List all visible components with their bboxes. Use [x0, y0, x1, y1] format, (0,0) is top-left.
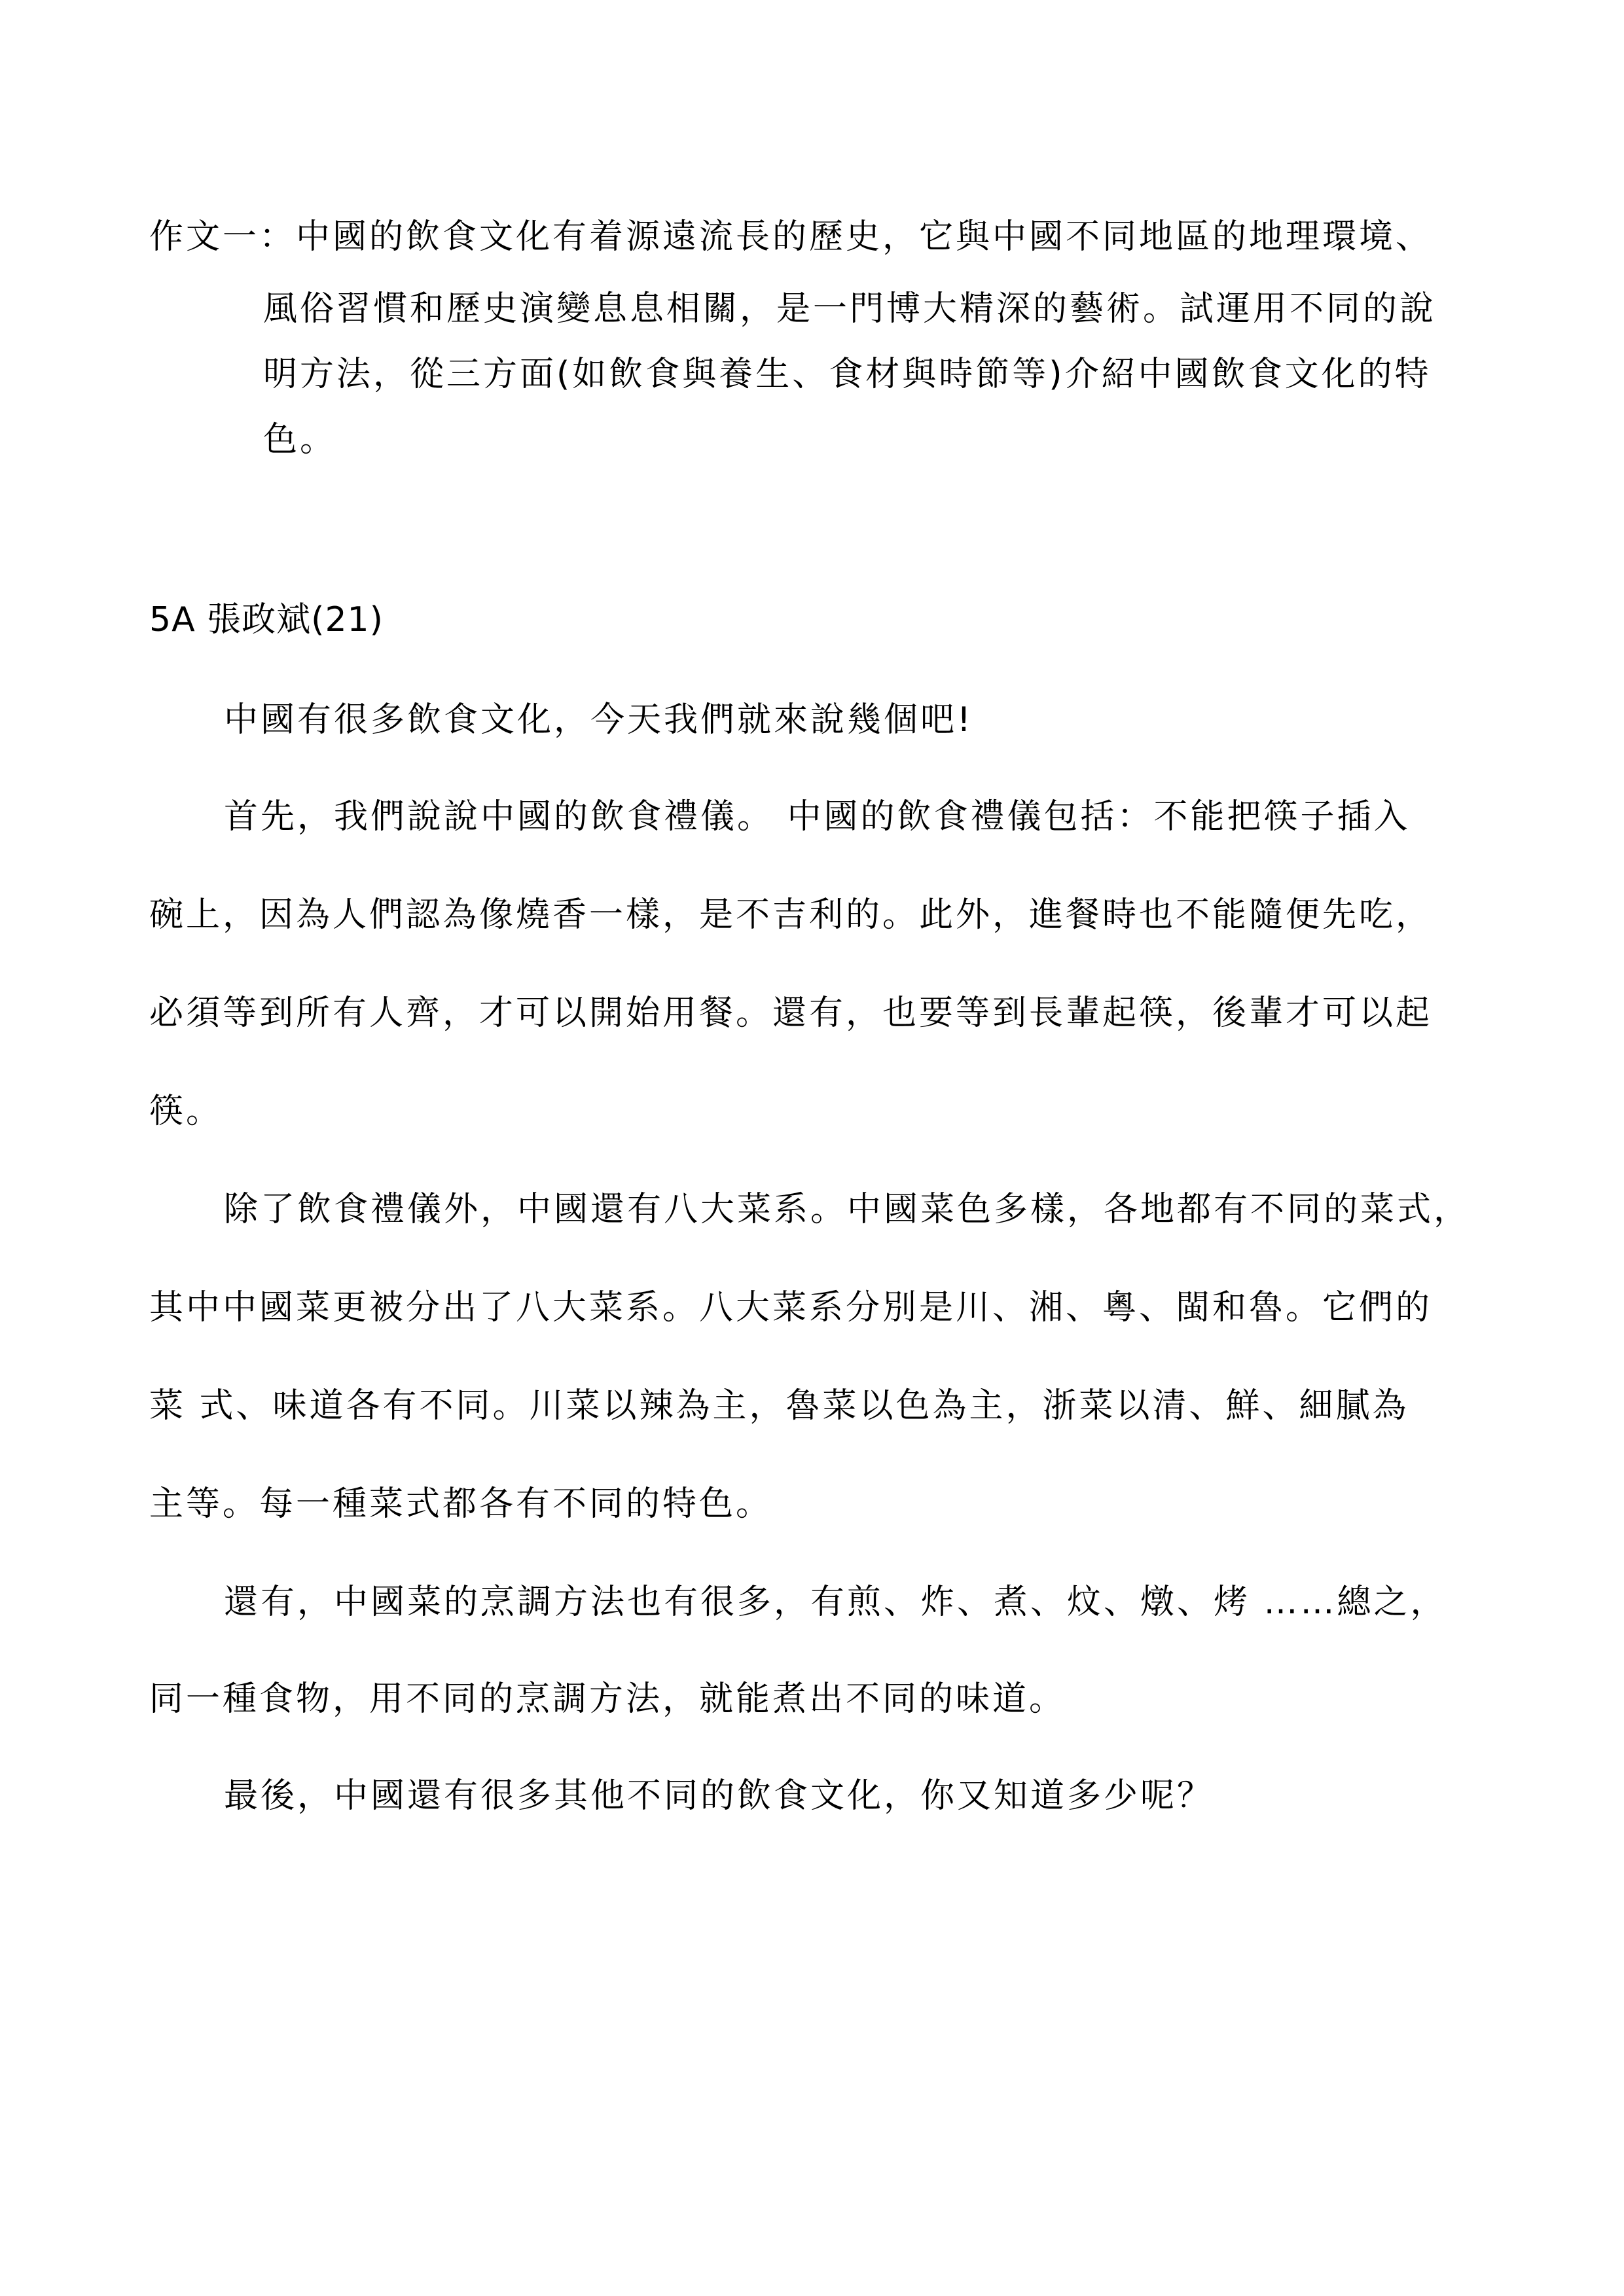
essay-p4-line-2: 同一種食物，用不同的烹調方法，就能煮出不同的味道。 [149, 1679, 1066, 1719]
essay-p2-line-3: 必須等到所有人齊，才可以開始用餐。還有，也要等到長輩起筷，後輩才可以起 [149, 994, 1433, 1033]
essay-p3-line-4: 主等。每一種菜式都各有不同的特色。 [149, 1484, 773, 1524]
question-line-3: 明方法，從三方面(如飲食與養生、食材與時節等)介紹中國飲食文化的特 [263, 355, 1432, 394]
essay-p2-line-4: 筷。 [149, 1092, 223, 1131]
essay-p5-line-1: 最後，中國還有很多其他不同的飲食文化，你又知道多少呢？ [224, 1776, 1214, 1816]
essay-p3-line-1: 除了飲食禮儀外，中國還有八大菜系。中國菜色多樣，各地都有不同的菜式， [224, 1190, 1471, 1229]
essay-p4-line-1: 還有，中國菜的烹調方法也有很多，有煎、炸、煮、炆、燉、烤 ……總之， [224, 1583, 1447, 1622]
essay-p2-line-2: 碗上，因為人們認為像燒香一樣，是不吉利的。此外，進餐時也不能隨便先吃， [149, 895, 1433, 935]
essay-p1-line-1: 中國有很多飲食文化，今天我們就來說幾個吧! [224, 700, 973, 740]
question-line-1: 作文一：中國的飲食文化有着源遠流長的歷史，它與中國不同地區的地理環境、 [149, 217, 1433, 257]
essay-p3-line-3: 菜 式、味道各有不同。川菜以辣為主，魯菜以色為主，浙菜以清、鮮、細膩為 [149, 1386, 1409, 1426]
essay-p2-line-1: 首先，我們說說中國的飲食禮儀。 中國的飲食禮儀包括：不能把筷子插入 [224, 797, 1411, 836]
question-line-2: 風俗習慣和歷史演變息息相關，是一門博大精深的藝術。試運用不同的說 [263, 289, 1437, 329]
author-byline: 5A 張政斌(21) [149, 600, 384, 639]
question-line-4: 色。 [263, 420, 337, 459]
essay-p3-line-2: 其中中國菜更被分出了八大菜系。八大菜系分別是川、湘、粵、閩和魯。它們的 [149, 1288, 1433, 1327]
